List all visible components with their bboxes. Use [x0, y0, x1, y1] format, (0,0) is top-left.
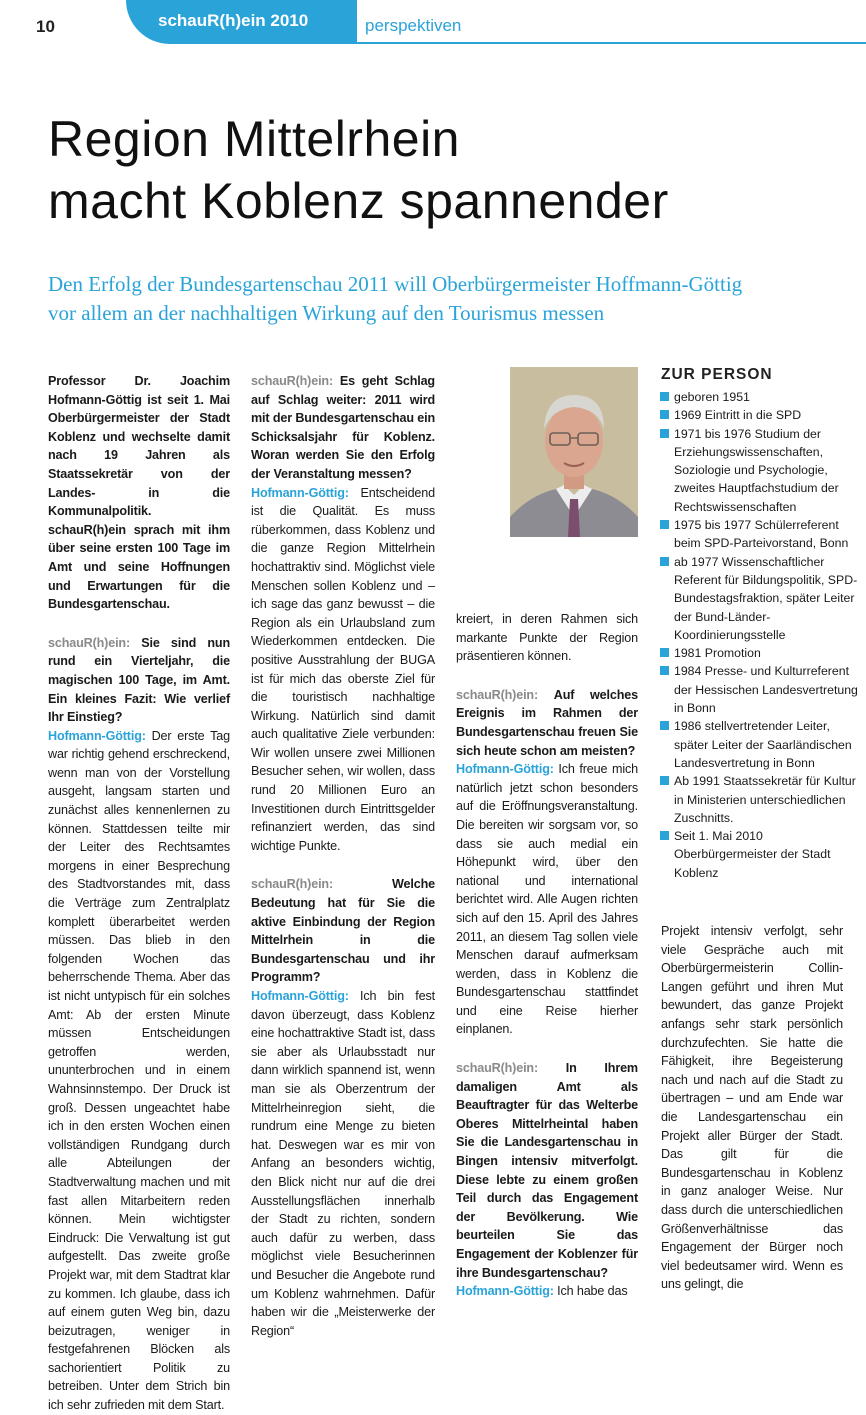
article-column-4: [661, 922, 843, 1294]
portrait-photo: [510, 367, 638, 537]
answer-2: [251, 484, 435, 856]
page-number: 10: [36, 17, 55, 36]
article-column-2: [251, 372, 435, 1340]
timeline-item: Seit 1. Mai 2010 Oberbürgermeister der Stadt Koblenz: [658, 827, 858, 882]
portrait-illustration: [510, 367, 638, 537]
interviewee-label: Hofmann-Göttig:: [456, 1284, 554, 1299]
intro-paragraph: Professor Dr. Joachim Hofmann-Göttig ist seit 1. Mai Oberbürgermeister der Stadt Koblenz und wechselte damit nach 19 Jahren als Staatssekretär von der Landes- in die Kommunalpolitik. schauR(h)ein sprach mit ihm über seine ersten 100 Tage im Amt und seine Hoffnungen und Erwartungen für die Bundesgartenschau.: [48, 374, 230, 612]
timeline-item: 1984 Presse- und Kulturreferent der Hessischen Landesvertretung in Bonn: [658, 662, 858, 717]
question-text: Sie sind nun rund ein Vierteljahr, die magischen 100 Tage, im Amt. Ein kleines Fazit: Wie verlief Ihr Einstieg?: [48, 635, 230, 725]
question-text: Auf welches Ereignis im Rahmen der Bundesgartenschau freuen Sie sich heute schon am meisten?: [456, 687, 638, 758]
timeline-item: Ab 1991 Staatssekretär für Kultur in Ministerien unterschiedlichen Zuschnitts.: [658, 772, 858, 827]
person-info-box: [658, 366, 858, 882]
interviewer-label: schauR(h)ein:: [251, 877, 334, 892]
question-2: [251, 372, 435, 484]
timeline-item: 1986 stellvertretender Leiter, später Leiter der Saarländischen Landesvertretung in Bonn: [658, 717, 858, 772]
interviewee-label: Hofmann-Göttig:: [456, 762, 554, 777]
interviewer-label: schauR(h)ein:: [48, 635, 131, 650]
answer-text: Ich bin fest davon überzeugt, dass Koblenz eine hochattraktive Stadt ist, dass sie aber als Urlaubsstadt nur dann wirklich spannend ist, wenn man sie als Oberzentrum der Mittelrheinregion sieht, die rundrum eine Menge zu bieten hat. Deswegen war es mir von Anfang an besonders wichtig, den Blick nicht nur auf die drei Ausstellungsflächen innerhalb der Stadt zu richten, sondern auch dafür zu werben, dass möglichst viele Besucherinnen und Besucher die Angebote rund um Koblenz wahrnehmen. Dafür haben wir die „Meisterwerke der Region“: [251, 989, 435, 1338]
answer-5-continued: Projekt intensiv verfolgt, sehr viele Gespräche auch mit Oberbürgermeisterin Collin-Langen geführt und ihren Mut bewundert, das ganze Projekt anfangs sehr stark persönlich durchzufechten. Sie hatte die Fähigkeit, ihre Begeisterung nach und nach auf die Stadt zu übertragen – und am Ende war die Landesgartenschau ein Projekt aller Bürger der Stadt. Das gilt für die Bundesgartenschau in Koblenz in ganz analoger Weise. Nur dass durch die unterschiedlichen Größenverhältnisse das Engagement der Bürger noch viel bedeutsamer wird. Wenn es uns gelingt, die: [661, 924, 843, 1292]
answer-text: Ich habe das: [557, 1284, 628, 1299]
answer-3: [251, 987, 435, 1340]
subheadline-line-2: vor allem an der nachhaltigen Wirkung auf den Tourismus messen: [48, 301, 605, 325]
headline-line-1: Region Mittelrhein: [48, 111, 460, 167]
brand-tab: [126, 0, 352, 44]
interviewee-label: Hofmann-Göttig:: [48, 728, 146, 743]
answer-text: Entscheidend ist die Qualität. Es muss rüberkommen, dass Koblenz und die ganze Region Mittelrhein hochattraktiv sind. Möglichst viele Menschen sollen Koblenz und – ich sage das ganz bewusst – die Region als ein Urlaubsland zum Wiederkommen entdecken. Die positive Ausstrahlung der BUGA ist für mich das oberste Ziel für die touristisch nachhaltige Wirkung. Natürlich sind damit auch qualitative Ziele verbunden: Wir wollen unsere zwei Millionen Besucher sehen, wir wollen, dass rund 20 Millionen Euro an Investitionen durch Eintrittsgelder refinanziert werden, das sind wichtige Punkte.: [251, 485, 435, 853]
timeline-item: 1975 bis 1977 Schülerreferent beim SPD-Parteivorstand, Bonn: [658, 516, 858, 553]
headline-line-2: macht Koblenz spannender: [48, 173, 669, 229]
timeline-item: 1981 Promotion: [658, 644, 858, 662]
answer-text: Der erste Tag war richtig gehend erschreckend, wenn man von der Vorstellung ausgeht, langsam starten und zunächst alles kennenlernen zu können. Stattdessen teilte mir der Leiter des Rechtsamtes morgens in einer Besprechung des Stadtvorstandes mit, dass die Verträge zum Zentralplatz komplett überarbeitet werden müssen. Das blieb in den folgenden Wochen das beherrschende Thema. Aber das ist nicht untypisch für ein solches Amt: Ab der ersten Minute müssen Entscheidungen getroffen werden, ununterbrochen und in einem Wahnsinnstempo. Der Druck ist groß. Dessen ungeachtet habe ich in den ersten Wochen einen vollständigen Rundgang durch alle Abteilungen der Stadtverwaltung machen und mit fast allen Mitarbeitern reden können. Mein wichtigster Eindruck: Die Verwaltung ist gut aufgestellt. Das zweite große Projekt war, mit dem Stadtrat klar zu kommen. Ich glaube, dass ich auf einem guten Weg bin, dazu beizutragen, weniger in festgefahrenen Blöcken als sachorientiert Politik zu betreiben. Unter dem Strich bin ich sehr zufrieden mit dem Start.: [48, 728, 230, 1413]
question-5: [456, 1059, 638, 1282]
interviewer-label: schauR(h)ein:: [456, 687, 539, 702]
question-4: [456, 686, 638, 760]
subheadline-line-1: Den Erfolg der Bundesgartenschau 2011 will Oberbürgermeister Hoffmann-Göttig: [48, 272, 743, 296]
timeline-item: geboren 1951: [658, 388, 858, 406]
interviewee-label: Hofmann-Göttig:: [251, 989, 349, 1003]
brand-label: schauR(h)ein 2010: [158, 11, 309, 30]
person-timeline: [658, 388, 858, 882]
question-text: In Ihrem damaligen Amt als Beauftragter für das Welterbe Oberes Mittelrheintal haben Sie die Landesgartenschau in Bingen intensiv mitverfolgt. Diese lebte zu einem großen Teil durch das Engagement der Bevölkerung. Wie beurteilen Sie das Engagement der Koblenzer für ihre Bundesgartenschau?: [456, 1061, 638, 1280]
answer-text: Ich freue mich natürlich jetzt schon besonders auf die Eröffnungsveranstaltung. Die bereiten wir sorgsam vor, so dass sie auch medial ein Höhepunkt wird, über den national und international berichtet wird. Alle Augen richten sich auf den 15. April des Jahres 2011, an diesem Tag sollen viele Menschen darauf aufmerksam werden, dass in Koblenz die Bundesgartenschau stattfindet und eine Reise hierher einplanen.: [456, 762, 638, 1037]
answer-4: [456, 760, 638, 1039]
headline: [48, 108, 848, 232]
article-column-3: [456, 610, 638, 1301]
answer-5-start: [456, 1282, 638, 1301]
interviewee-label: Hofmann-Göttig:: [251, 485, 349, 500]
question-3: [251, 875, 435, 987]
section-label: perspektiven: [365, 16, 462, 35]
timeline-item: ab 1977 Wissenschaftlicher Referent für Bildungspolitik, SPD-Bundestagsfraktion, später Leiter der Bund-Länder-Koordinierungsstelle: [658, 553, 858, 644]
person-box-title: ZUR PERSON: [661, 366, 773, 383]
question-1: [48, 634, 230, 727]
interviewer-label: schauR(h)ein:: [456, 1061, 539, 1076]
interviewer-label: schauR(h)ein:: [251, 374, 334, 388]
answer-3-continued: kreiert, in deren Rahmen sich markante Punkte der Region präsentieren können.: [456, 612, 638, 664]
timeline-item: 1969 Eintritt in die SPD: [658, 406, 858, 424]
question-text: Es geht Schlag auf Schlag weiter: 2011 wird mit der Bundesgartenschau ein Schicksalsjahr für Koblenz. Woran werden Sie den Erfolg der Veranstaltung messen?: [251, 374, 435, 481]
answer-1: [48, 727, 230, 1415]
timeline-item: 1971 bis 1976 Studium der Erziehungswissenschaften, Soziologie und Psychologie, zweites Hauptfachstudium der Rechtswissenschaften: [658, 425, 858, 516]
question-text: Welche Bedeutung hat für Sie die aktive Einbindung der Region Mittelrhein in die Bundesgartenschau und ihr Programm?: [251, 877, 435, 985]
article-column-1: [48, 372, 230, 1415]
subheadline: [48, 270, 838, 328]
